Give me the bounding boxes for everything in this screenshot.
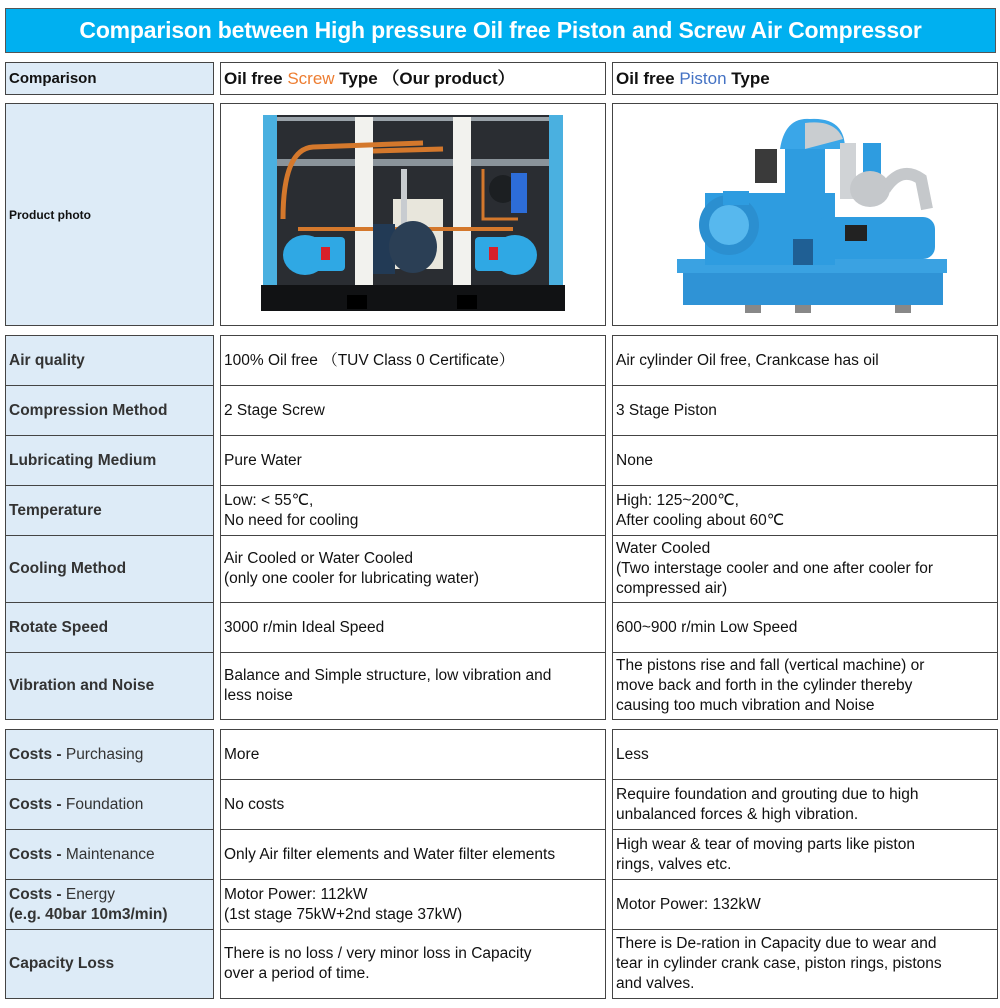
row-label-costs-energy xyxy=(5,879,214,930)
costs-prefix: Costs - xyxy=(9,885,62,903)
row-label-costs-foundation xyxy=(5,779,214,830)
header-screw-prefix: Oil free xyxy=(224,68,288,88)
screw-compressor-photo xyxy=(220,103,606,326)
screw-costs-energy xyxy=(220,879,606,930)
row-label-costs-purchasing xyxy=(5,729,214,780)
piston-vibration-line-1: The pistons rise and fall (vertical machine) or xyxy=(616,657,925,674)
screw-compressor-image xyxy=(253,109,573,321)
screw-compression-method: 2 Stage Screw xyxy=(220,385,606,436)
piston-costs-purchasing: Less xyxy=(612,729,998,780)
row-label-lubricating-medium: Lubricating Medium xyxy=(5,435,214,486)
screw-temperature xyxy=(220,485,606,536)
piston-lubricating-medium: None xyxy=(612,435,998,486)
row-label-cooling-method: Cooling Method xyxy=(5,535,214,603)
costs-maintenance-text: Maintenance xyxy=(61,845,155,863)
screw-air-quality: 100% Oil free （TUV Class 0 Certificate） xyxy=(220,335,606,386)
screw-rotate-speed: 3000 r/min Ideal Speed xyxy=(220,602,606,653)
piston-foundation-line-1: Require foundation and grouting due to high xyxy=(616,785,919,803)
row-label-temperature: Temperature xyxy=(5,485,214,536)
piston-compression-method: 3 Stage Piston xyxy=(612,385,998,436)
costs-prefix: Costs - xyxy=(9,795,62,813)
row-label-vibration-noise: Vibration and Noise xyxy=(5,652,214,720)
screw-temperature-line-1: Low: < 55℃, xyxy=(224,491,314,509)
screw-capacity-line-1: There is no loss / very minor loss in Capacity xyxy=(224,945,532,962)
piston-temperature xyxy=(612,485,998,536)
costs-energy-title xyxy=(9,885,115,905)
costs-energy-example: (e.g. 40bar 10m3/min) xyxy=(9,905,168,923)
page-title: Comparison between High pressure Oil free Piston and Screw Air Compressor xyxy=(5,8,996,53)
product-photo-label: Product photo xyxy=(5,103,214,326)
row-label-capacity-loss: Capacity Loss xyxy=(5,929,214,999)
header-screw-suffix: Type （Our product） xyxy=(334,68,515,88)
screw-capacity-line-2: over a period of time. xyxy=(224,965,370,982)
piston-vibration-line-2: move back and forth in the cylinder thereby xyxy=(616,677,913,694)
piston-cooling-line-3: compressed air) xyxy=(616,580,728,597)
piston-rotate-speed: 600~900 r/min Low Speed xyxy=(612,602,998,653)
screw-vibration-line-2: less noise xyxy=(224,687,293,704)
piston-costs-maintenance xyxy=(612,829,998,880)
screw-cooling-method xyxy=(220,535,606,603)
piston-costs-energy: Motor Power: 132kW xyxy=(612,879,998,930)
row-label-compression-method: Compression Method xyxy=(5,385,214,436)
piston-air-quality: Air cylinder Oil free, Crankcase has oil xyxy=(612,335,998,386)
header-comparison: Comparison xyxy=(5,62,214,95)
costs-prefix: Costs - xyxy=(9,845,62,863)
screw-vibration-line-1: Balance and Simple structure, low vibration and xyxy=(224,667,552,684)
row-label-rotate-speed: Rotate Speed xyxy=(5,602,214,653)
screw-cooling-line-1: Air Cooled or Water Cooled xyxy=(224,550,413,567)
costs-energy-text: Energy xyxy=(61,885,115,903)
row-label-costs-maintenance xyxy=(5,829,214,880)
screw-costs-foundation: No costs xyxy=(220,779,606,830)
screw-lubricating-medium: Pure Water xyxy=(220,435,606,486)
screw-costs-purchasing: More xyxy=(220,729,606,780)
piston-compressor-photo xyxy=(612,103,998,326)
costs-foundation-text: Foundation xyxy=(61,795,144,813)
piston-cooling-line-2: (Two interstage cooler and one after cooler for xyxy=(616,560,934,577)
piston-capacity-line-2: tear in cylinder crank case, piston rings, pistons xyxy=(616,955,942,972)
screw-cooling-line-2: (only one cooler for lubricating water) xyxy=(224,570,480,587)
piston-maintenance-line-2: rings, valves etc. xyxy=(616,855,732,873)
header-piston-type xyxy=(612,62,998,95)
costs-prefix: Costs - xyxy=(9,745,62,763)
piston-cooling-line-1: Water Cooled xyxy=(616,540,711,557)
header-piston-suffix: Type xyxy=(726,68,770,88)
row-label-air-quality: Air quality xyxy=(5,335,214,386)
screw-costs-maintenance: Only Air filter elements and Water filter elements xyxy=(220,829,606,880)
piston-costs-foundation xyxy=(612,779,998,830)
header-screw-type xyxy=(220,62,606,95)
piston-capacity-line-1: There is De-ration in Capacity due to wear and xyxy=(616,935,937,952)
screw-temperature-line-2: No need for cooling xyxy=(224,511,359,529)
piston-compressor-image xyxy=(645,109,965,321)
screw-capacity-loss xyxy=(220,929,606,999)
header-screw-highlight: Screw xyxy=(287,68,335,88)
piston-temperature-line-2: After cooling about 60℃ xyxy=(616,511,785,529)
piston-vibration-line-3: causing too much vibration and Noise xyxy=(616,697,875,714)
piston-capacity-line-3: and valves. xyxy=(616,975,695,992)
header-piston-prefix: Oil free xyxy=(616,68,680,88)
piston-foundation-line-2: unbalanced forces & high vibration. xyxy=(616,805,859,823)
piston-vibration-noise xyxy=(612,652,998,720)
piston-capacity-loss xyxy=(612,929,998,999)
screw-energy-line-1: Motor Power: 112kW xyxy=(224,885,368,903)
costs-purchasing-text: Purchasing xyxy=(61,745,144,763)
piston-temperature-line-1: High: 125~200℃, xyxy=(616,491,739,509)
screw-vibration-noise xyxy=(220,652,606,720)
screw-energy-line-2: (1st stage 75kW+2nd stage 37kW) xyxy=(224,905,463,923)
piston-maintenance-line-1: High wear & tear of moving parts like piston xyxy=(616,835,915,853)
piston-cooling-method xyxy=(612,535,998,603)
header-piston-highlight: Piston xyxy=(679,68,727,88)
